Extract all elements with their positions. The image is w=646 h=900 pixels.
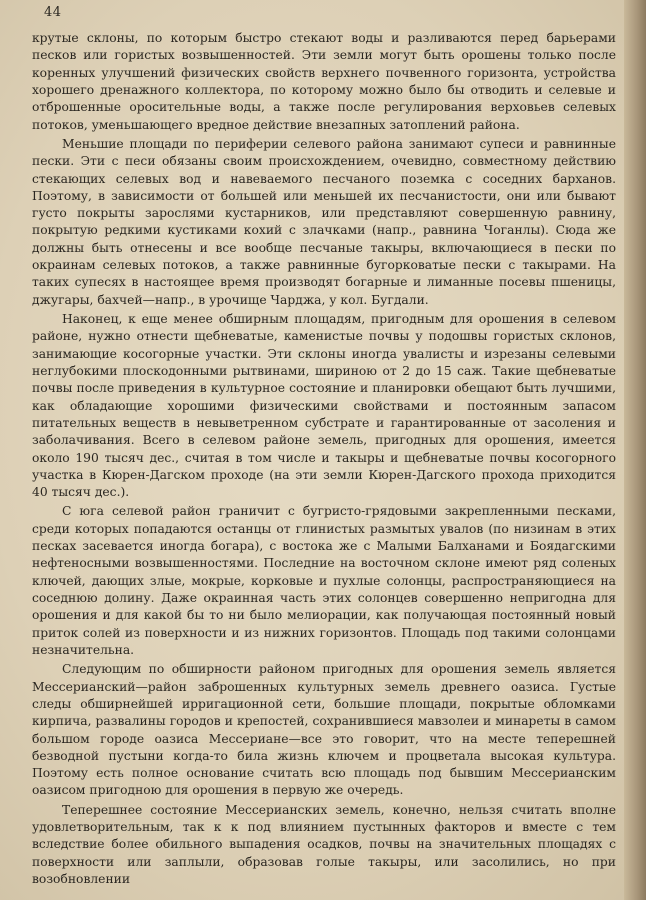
paragraph-5: Следующим по обширности районом пригодных для орошения земель является Мессерианский—район заброшенных культурных земель древнего оазиса. Густые следы обширнейшей ирригационной сети, большие площади, покрытые обломками кирпича, развалины городов и крепостей, сохранившиеся мавзолеи и минареты в самом большом городе оазиса Мессериане—все это говорит, что на месте теперешней безводной пустыни когда-то била жизнь ключем и процветала высокая культура. Поэтому есть полное основание считать всю площадь под бывшим Мессерианским оазисом пригодною для орошения в первую же очередь. bbox=[32, 662, 616, 798]
paragraph-2: Меньшие площади по периферии селевого района занимают супеси и равнинные пески. Эти с песи обязаны своим происхождением, очевидно, совместному действию стекающих селевых вод и навеваемого песчаного поземка с соседних барханов. Поэтому, в зависимости от большей или меньшей их песчанистости, они или бывают густо покрыты зарослями кустарников, или представляют совершенную равнину, покрытую редкими кустиками кохий с злачками (напр., равнина Чоганлы). Сюда же должны быть отнесены и все вообще песчаные такыры, включающиеся в пески по окраинам селевых потоков, а также равнинные бугорковатые пески с такырами. На таких супесях в настоящее время производят богарные и лиманные посевы пшеницы, джугары, бахчей—напр., в урочище Чарджа, у кол. Бугдали. bbox=[32, 136, 616, 307]
paragraph-6: Теперешнее состояние Мессерианских земель, конечно, нельзя считать вполне удовлетворительным, так к к под влиянием пустынных факторов и вместе с тем вследствие более обильного выпадения осадков, почвы на значительных площадях с поверхности или заплыли, образовав голые такыры, или засолились, но при возобновлении bbox=[32, 802, 616, 886]
page-text-body bbox=[32, 30, 616, 890]
paragraph-3: Наконец, к еще менее обширным площадям, пригодным для орошения в селевом районе, нужно отнести щебневатые, каменистые почвы у подошвы гористых склонов, занимающие косогорные участки. Эти склоны иногда увалисты и изрезаны селевыми неглубокими плоскодонными рытвинами, шириною от 2 до 15 саж. Такие щебневатые почвы после приведения в культурное состояние и планировки обещают быть лучшими, как обладающие хорошими физическими свойствами и постоянным запасом питательных веществ в невыветренном субстрате и гарантированные от засоления и заболачивания. Всего в селевом районе земель, пригодных для орошения, имеется около 190 тысяч дес., считая в том числе и такыры и щебневатые почвы косогорного участка в Кюрен-Дагском проходе (на эти земли Кюрен-Дагского прохода приходится 40 тысяч дес.). bbox=[32, 312, 616, 500]
paragraph-4: С юга селевой район граничит с бугристо-грядовыми закрепленными песками, среди которых попадаются останцы от глинистых размытых увалов (по низинам в этих песках засевается иногда богара), с востока же с Малыми Балханами и Боядагскими нефтеносными возвышенностями. Последние на восточном склоне имеют ряд соленых ключей, дающих злые, мокрые, корковые и пухлые солонцы, распространяющиеся на соседнюю долину. Даже окраинная часть этих солонцев совершенно непригодна для орошения и для какой бы то ни было мелиорации, как получающая постоянный новый приток солей из поверхности и из нижних горизонтов. Площадь под такими солонцами незначительна. bbox=[32, 504, 616, 657]
page-number: 44 bbox=[44, 5, 62, 20]
book-spine bbox=[624, 0, 646, 900]
paragraph-1: крутые склоны, по которым быстро стекают воды и разливаются перед барьерами песков или гористых возвышенностей. Эти земли могут быть орошены только после коренных улучшений физических свойств верхнего почвенного горизонта, устройства хорошего дренажного коллектора, по которому можно было бы отводить и селевые и отброшенные оросительные воды, а также после регулирования верховьев селевых потоков, уменьшающего вредное действие внезапных затоплений района. bbox=[32, 31, 616, 132]
